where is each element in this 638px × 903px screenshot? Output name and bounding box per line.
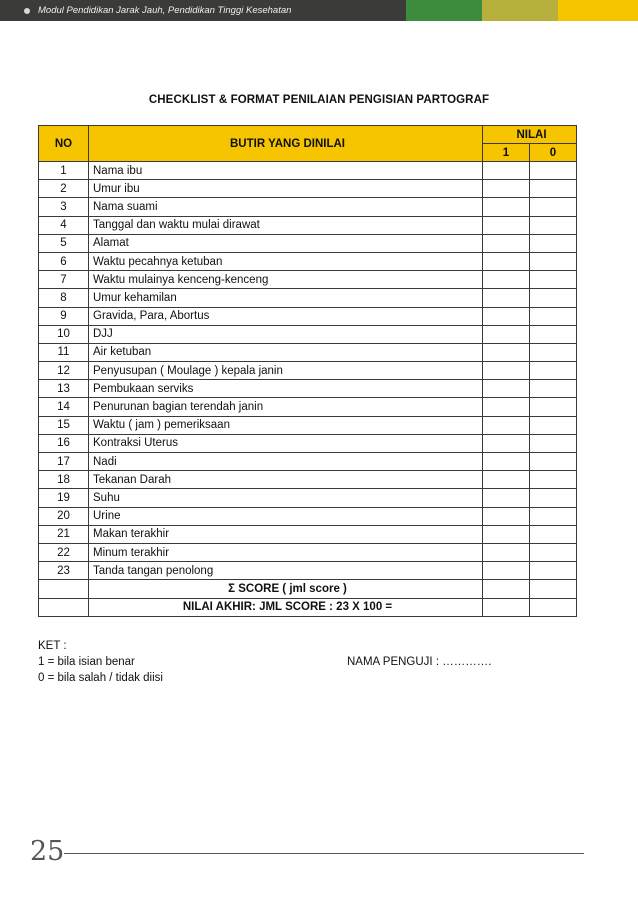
row-item: Tanda tangan penolong [89,562,483,580]
row-number: 22 [39,543,89,561]
row-number: 3 [39,198,89,216]
row-item: Makan terakhir [89,525,483,543]
row-item: Pembukaan serviks [89,380,483,398]
score-0-cell[interactable] [530,180,577,198]
score-1-cell[interactable] [483,562,530,580]
row-item: Tekanan Darah [89,471,483,489]
bullet-dot-icon [24,8,30,14]
score-0-cell[interactable] [530,416,577,434]
score-cell-1[interactable] [483,580,530,598]
score-1-cell[interactable] [483,216,530,234]
score-0-cell[interactable] [530,289,577,307]
table-row [39,434,577,452]
score-0-cell[interactable] [530,162,577,180]
row-item: Air ketuban [89,343,483,361]
checklist-table [38,125,577,617]
final-cell-0[interactable] [530,598,577,616]
row-number: 19 [39,489,89,507]
table-row [39,252,577,270]
score-0-cell[interactable] [530,453,577,471]
table-row [39,198,577,216]
score-1-cell[interactable] [483,271,530,289]
page-number: 25 [30,836,65,867]
row-item: Urine [89,507,483,525]
score-0-cell[interactable] [530,362,577,380]
score-1-cell[interactable] [483,416,530,434]
col-header-nilai-1: 1 [483,144,530,162]
final-row-no-cell [39,598,89,616]
score-0-cell[interactable] [530,380,577,398]
row-number: 18 [39,471,89,489]
table-row [39,234,577,252]
score-0-cell[interactable] [530,471,577,489]
legend-item-1: 1 = bila isian benar [38,656,135,668]
row-number: 15 [39,416,89,434]
row-item: Umur ibu [89,180,483,198]
table-row [39,380,577,398]
score-1-cell[interactable] [483,434,530,452]
row-number: 5 [39,234,89,252]
table-row [39,543,577,561]
row-number: 21 [39,525,89,543]
score-1-cell[interactable] [483,543,530,561]
score-0-cell[interactable] [530,562,577,580]
table-row [39,416,577,434]
table-row [39,307,577,325]
table-row [39,471,577,489]
header-olive-segment [482,0,558,21]
score-1-cell[interactable] [483,252,530,270]
table-row [39,562,577,580]
score-row-no-cell [39,580,89,598]
score-0-cell[interactable] [530,343,577,361]
score-1-cell[interactable] [483,525,530,543]
table-row [39,180,577,198]
row-number: 13 [39,380,89,398]
score-1-cell[interactable] [483,343,530,361]
col-header-nilai: NILAI [483,126,577,144]
score-1-cell[interactable] [483,234,530,252]
score-0-cell[interactable] [530,234,577,252]
legend-item-0: 0 = bila salah / tidak diisi [38,672,163,684]
table-row [39,289,577,307]
score-1-cell[interactable] [483,180,530,198]
row-item: DJJ [89,325,483,343]
final-cell-1[interactable] [483,598,530,616]
score-0-cell[interactable] [530,198,577,216]
header-yellow-segment [558,0,638,21]
final-row [39,598,577,616]
score-1-cell[interactable] [483,325,530,343]
score-0-cell[interactable] [530,325,577,343]
row-item: Waktu pecahnya ketuban [89,252,483,270]
score-row [39,580,577,598]
row-item: Penurunan bagian terendah janin [89,398,483,416]
row-number: 10 [39,325,89,343]
header-green-segment [406,0,482,21]
row-number: 14 [39,398,89,416]
score-0-cell[interactable] [530,252,577,270]
row-number: 6 [39,252,89,270]
table-row [39,525,577,543]
col-header-butir: BUTIR YANG DINILAI [89,126,483,162]
row-item: Alamat [89,234,483,252]
row-number: 12 [39,362,89,380]
score-0-cell[interactable] [530,216,577,234]
row-number: 17 [39,453,89,471]
table-row [39,507,577,525]
row-item: Kontraksi Uterus [89,434,483,452]
row-item: Nama suami [89,198,483,216]
table-row [39,453,577,471]
table-row [39,489,577,507]
row-number: 8 [39,289,89,307]
table-row [39,271,577,289]
row-item: Minum terakhir [89,543,483,561]
score-0-cell[interactable] [530,507,577,525]
header-dark-segment [0,0,406,21]
score-1-cell[interactable] [483,289,530,307]
table-row [39,343,577,361]
legend-block [38,638,163,686]
row-number: 1 [39,162,89,180]
score-1-cell[interactable] [483,380,530,398]
table-row [39,216,577,234]
row-number: 4 [39,216,89,234]
score-1-cell[interactable] [483,362,530,380]
row-item: Nama ibu [89,162,483,180]
footer-rule [64,853,584,854]
row-item: Gravida, Para, Abortus [89,307,483,325]
page-header-band [0,0,638,21]
score-0-cell[interactable] [530,543,577,561]
row-item: Waktu mulainya kenceng-kenceng [89,271,483,289]
row-number: 9 [39,307,89,325]
score-0-cell[interactable] [530,489,577,507]
score-1-cell[interactable] [483,507,530,525]
row-item: Waktu ( jam ) pemeriksaan [89,416,483,434]
examiner-name-field: NAMA PENGUJI : …………. [347,656,492,668]
row-number: 20 [39,507,89,525]
row-number: 16 [39,434,89,452]
score-1-cell[interactable] [483,453,530,471]
module-title: Modul Pendidikan Jarak Jauh, Pendidikan Tinggi Kesehatan [38,5,292,16]
row-number: 11 [39,343,89,361]
final-label: NILAI AKHIR: JML SCORE : 23 X 100 = [89,598,483,616]
col-header-no: NO [39,126,89,162]
row-number: 23 [39,562,89,580]
score-1-cell[interactable] [483,198,530,216]
row-number: 2 [39,180,89,198]
score-1-cell[interactable] [483,307,530,325]
checklist-rows [39,162,577,580]
score-cell-0[interactable] [530,580,577,598]
score-0-cell[interactable] [530,307,577,325]
col-header-nilai-0: 0 [530,144,577,162]
score-0-cell[interactable] [530,525,577,543]
score-1-cell[interactable] [483,398,530,416]
table-row [39,362,577,380]
table-row [39,325,577,343]
document-title: CHECKLIST & FORMAT PENILAIAN PENGISIAN PARTOGRAF [148,94,490,106]
score-label: Σ SCORE ( jml score ) [89,580,483,598]
row-item: Tanggal dan waktu mulai dirawat [89,216,483,234]
score-1-cell[interactable] [483,489,530,507]
score-1-cell[interactable] [483,162,530,180]
table-row [39,162,577,180]
legend-title: KET : [38,640,67,652]
row-number: 7 [39,271,89,289]
score-0-cell[interactable] [530,271,577,289]
row-item: Penyusupan ( Moulage ) kepala janin [89,362,483,380]
score-1-cell[interactable] [483,471,530,489]
row-item: Nadi [89,453,483,471]
row-item: Umur kehamilan [89,289,483,307]
score-0-cell[interactable] [530,398,577,416]
table-row [39,398,577,416]
score-0-cell[interactable] [530,434,577,452]
row-item: Suhu [89,489,483,507]
